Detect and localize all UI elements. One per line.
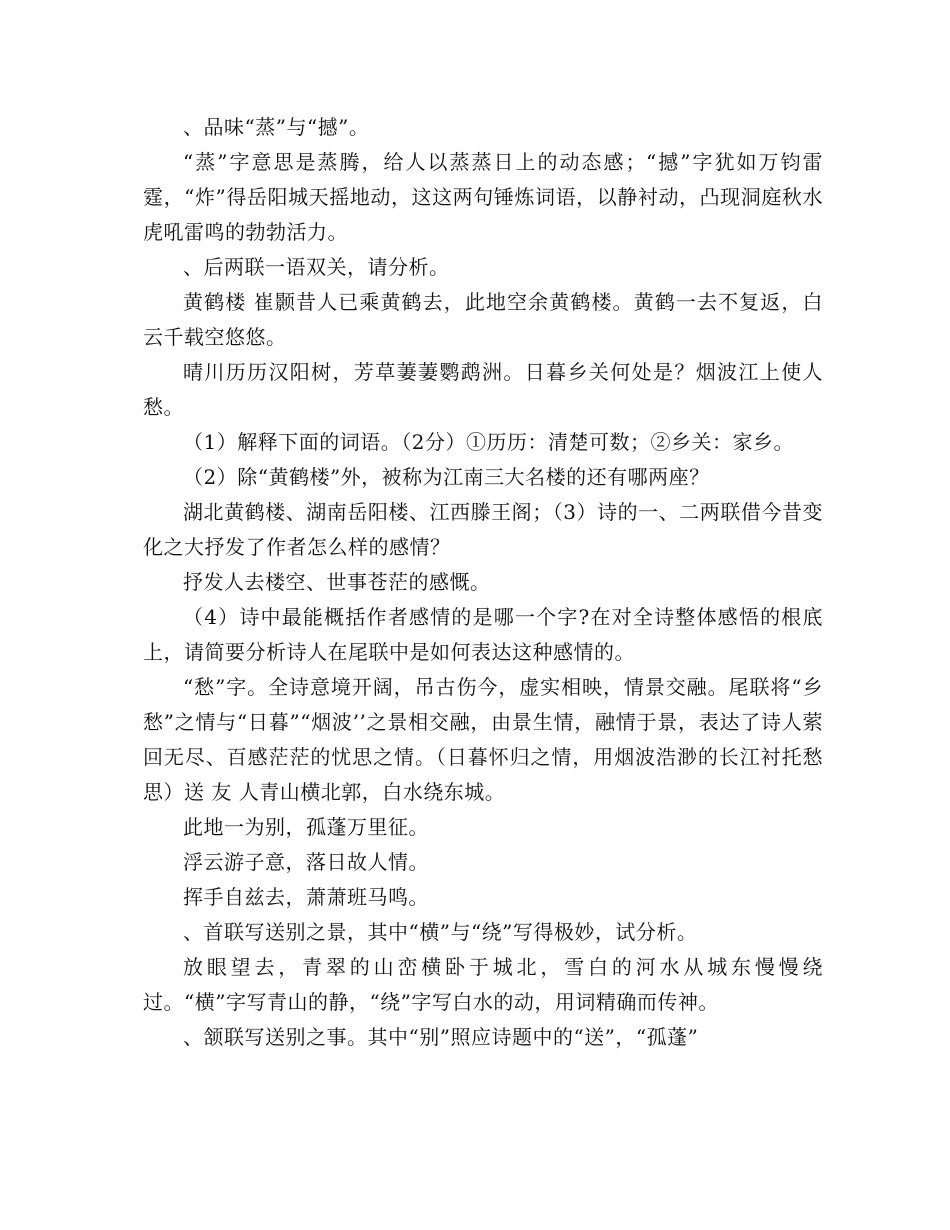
paragraph-question-hanlian: 、颔联写送别之事。其中“别”照应诗题中的“送”，“孤蓬”: [183, 1025, 699, 1049]
paragraph-answer-4: “愁”字。全诗意境开阔，吊古伤今，虚实相映，情景交融。尾联将“乡愁”之情与“日暮”“烟波’’之景相交融，由景生情，融情于景，表达了诗人萦回无尽、百感茫茫的忧思之情。（日暮怀归之情，用烟波浩渺的长江衬托愁思）送 友 人青山横北郭，白水绕东城。: [143, 675, 823, 804]
document-page: [143, 110, 823, 1055]
paragraph-question-2: （2）除“黄鹤楼”外，被称为江南三大名楼的还有哪两座？: [183, 465, 710, 489]
paragraph-poem-songyouren-2: 此地一为别，孤蓬万里征。: [183, 815, 429, 839]
paragraph-question-pun: 、后两联一语双关，请分析。: [183, 255, 450, 279]
paragraph-question-4: （4）诗中最能概括作者感情的是哪一个字?在对全诗整体感悟的根底上，请简要分析诗人在尾联中是如何表达这种感情的。: [143, 605, 823, 664]
paragraph-poem-songyouren-3: 浮云游子意，落日故人情。: [183, 850, 429, 874]
paragraph-answer-3: 抒发人去楼空、世事苍茫的感慨。: [183, 570, 491, 594]
paragraph-answer-shoulian: 放眼望去，青翠的山峦横卧于城北，雪白的河水从城东慢慢绕过。“横”字写青山的静，“绕”字写白水的动，用词精确而传神。: [143, 955, 823, 1014]
paragraph-answer-zheng-han: “蒸”字意思是蒸腾，给人以蒸蒸日上的动态感；“撼”字犹如万钧雷霆，“炸”得岳阳城天摇地动，这这两句锤炼词语，以静衬动，凸现洞庭秋水虎吼雷鸣的勃勃活力。: [143, 150, 823, 244]
paragraph-poem-huanghelou-1: 黄鹤楼 崔颢昔人已乘黄鹤去，此地空余黄鹤楼。黄鹤一去不复返，白云千载空悠悠。: [143, 290, 823, 349]
paragraph-poem-huanghelou-2: 晴川历历汉阳树，芳草萋萋鹦鹉洲。日暮乡关何处是？烟波江上使人愁。: [143, 360, 823, 419]
paragraph-question-shoulian: 、首联写送别之景，其中“横”与“绕”写得极妙，试分析。: [183, 920, 698, 944]
paragraph-question-zheng-han: 、品味“蒸”与“撼”。: [183, 115, 370, 139]
paragraph-poem-songyouren-4: 挥手自兹去，萧萧班马鸣。: [183, 885, 429, 909]
paragraph-question-1: （1）解释下面的词语。（2分）①历历：清楚可数；②乡关：家乡。: [183, 430, 794, 454]
paragraph-answer-2-question-3: 湖北黄鹤楼、湖南岳阳楼、江西滕王阁；（3）诗的一、二两联借今昔变化之大抒发了作者怎么样的感情？: [143, 500, 823, 559]
